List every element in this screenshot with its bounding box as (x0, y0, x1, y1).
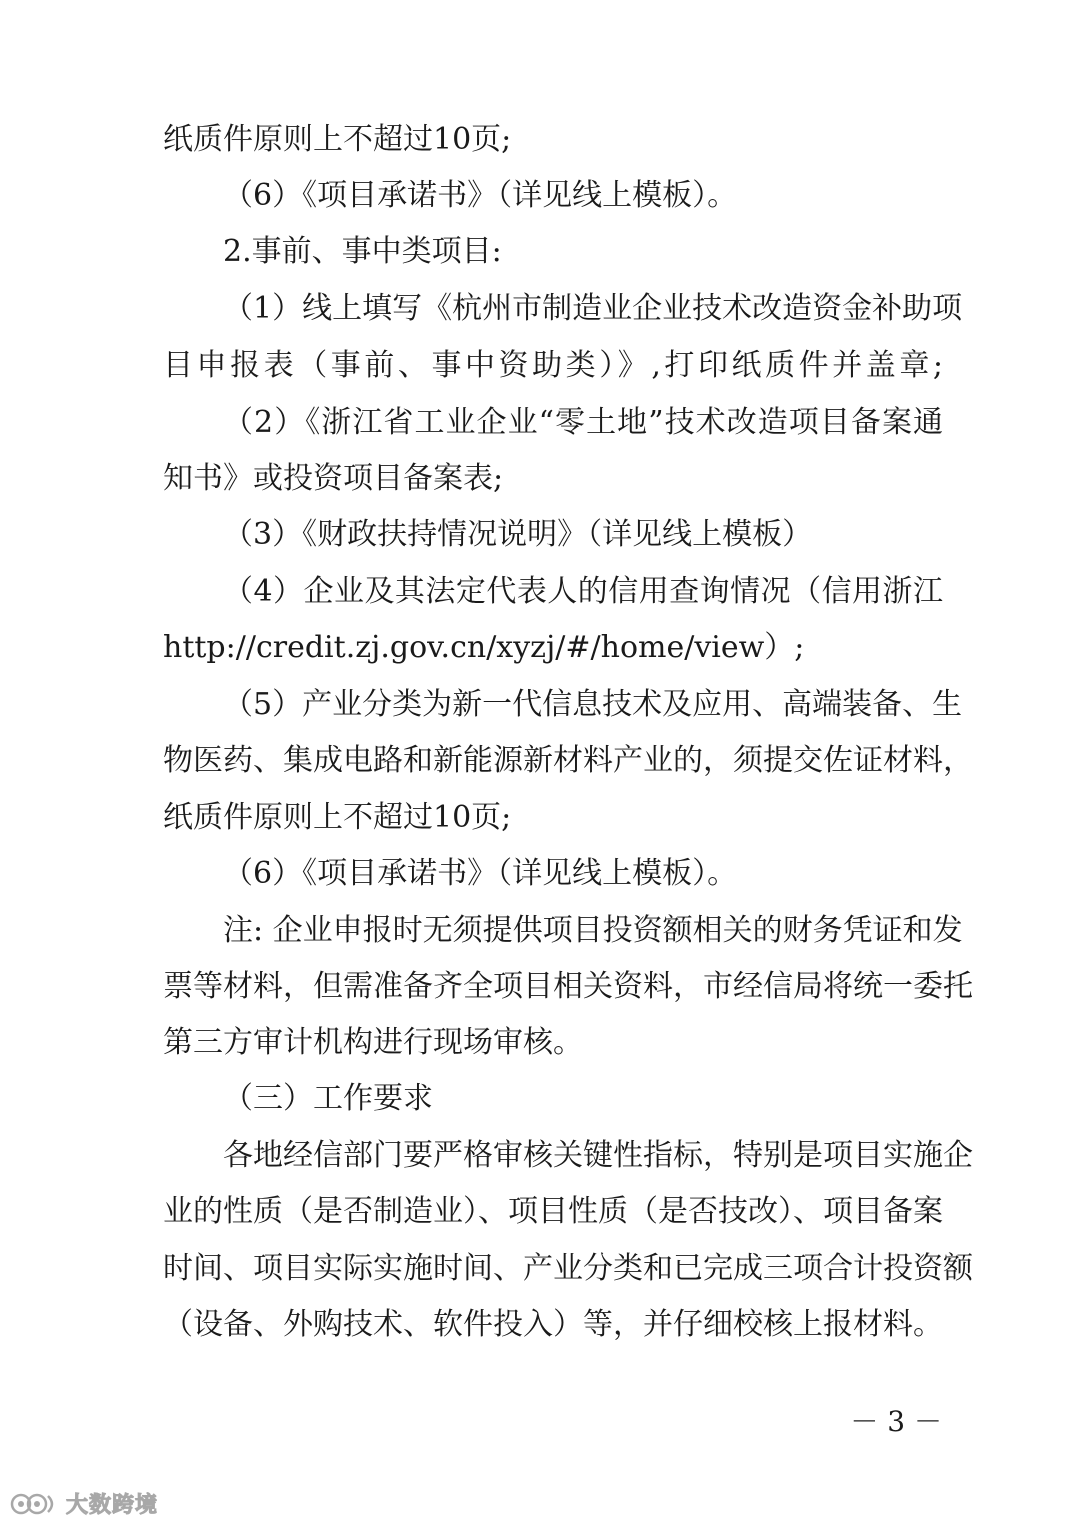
paragraph-line-url: http://credit.zj.gov.cn/xyzj/#/home/view）; (163, 630, 805, 665)
paragraph-line: 物医药、集成电路和新能源新材料产业的，须提交佐证材料， (163, 743, 973, 778)
page-number: － 3 － (850, 1405, 942, 1438)
weibo-logo-icon (8, 1491, 60, 1517)
watermark (8, 1488, 158, 1519)
paragraph-line: （1）线上填写《杭州市制造业企业技术改造资金补助项 (223, 291, 963, 326)
paragraph-line: （4）企业及其法定代表人的信用查询情况（信用浙江 (223, 574, 943, 609)
note-line: 第三方审计机构进行现场审核。 (163, 1025, 583, 1060)
section-heading: 2.事前、事中类项目: (223, 234, 502, 269)
paragraph-line: 目申报表（事前、事中资助类）》,打印纸质件并盖章; (163, 348, 943, 383)
paragraph-line: 知书》或投资项目备案表; (163, 461, 504, 496)
paragraph-line: 各地经信部门要严格审核关键性指标，特别是项目实施企 (223, 1138, 973, 1173)
paragraph-line: （6）《项目承诺书》（详见线上模板）。 (223, 856, 738, 891)
paragraph-line: （5）产业分类为新一代信息技术及应用、高端装备、生 (223, 687, 963, 722)
paragraph-line: （6）《项目承诺书》（详见线上模板）。 (223, 178, 738, 213)
watermark-text: 大数跨境 (66, 1493, 159, 1518)
note-line: 注: 企业申报时无须提供项目投资额相关的财务凭证和发 (223, 913, 963, 948)
note-line: 票等材料，但需准备齐全项目相关资料，市经信局将统一委托 (163, 969, 973, 1004)
paragraph-line: （设备、外购技术、软件投入）等，并仔细校核上报材料。 (163, 1307, 943, 1342)
paragraph-line: 纸质件原则上不超过10页; (163, 122, 512, 157)
paragraph-line: 纸质件原则上不超过10页; (163, 800, 512, 835)
paragraph-line: （3）《财政扶持情况说明》（详见线上模板） (223, 517, 813, 552)
section-heading: （三）工作要求 (223, 1081, 433, 1116)
paragraph-line: 业的性质（是否制造业）、项目性质（是否技改）、项目备案 (163, 1194, 943, 1229)
paragraph-line: （2）《浙江省工业企业“零土地”技术改造项目备案通 (223, 405, 943, 440)
paragraph-line: 时间、项目实际实施时间、产业分类和已完成三项合计投资额 (163, 1251, 973, 1286)
